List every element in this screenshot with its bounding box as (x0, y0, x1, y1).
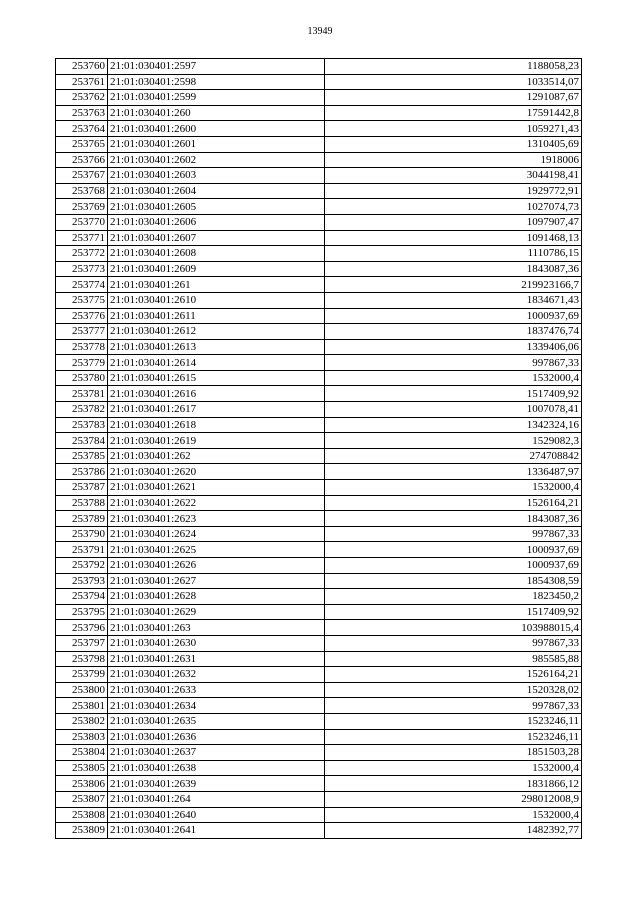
table-row (56, 355, 582, 371)
row-number-cell: 253771 (56, 230, 108, 246)
cadastral-value-cell: 1097907,47 (325, 214, 582, 230)
cadastral-value-cell: 1291087,67 (325, 90, 582, 106)
table-row (56, 448, 582, 464)
cadastral-number-cell: 21:01:030401:2599 (108, 90, 325, 106)
cadastral-value-cell: 1523246,11 (325, 713, 582, 729)
cadastral-number-cell: 21:01:030401:2616 (108, 386, 325, 402)
cadastral-number-cell: 21:01:030401:2636 (108, 729, 325, 745)
cadastral-number-cell: 21:01:030401:2637 (108, 745, 325, 761)
cadastral-number-cell: 21:01:030401:2640 (108, 807, 325, 823)
row-number-cell: 253778 (56, 339, 108, 355)
cadastral-value-cell: 985585,88 (325, 651, 582, 667)
table-row (56, 168, 582, 184)
row-number-cell: 253784 (56, 433, 108, 449)
cadastral-value-cell: 1851503,28 (325, 745, 582, 761)
row-number-cell: 253782 (56, 402, 108, 418)
cadastral-value-cell: 1532000,4 (325, 760, 582, 776)
table-row (56, 698, 582, 714)
cadastral-number-cell: 21:01:030401:2615 (108, 370, 325, 386)
table-row (56, 480, 582, 496)
table-row (56, 713, 582, 729)
table-row (56, 511, 582, 527)
cadastral-value-cell: 997867,33 (325, 355, 582, 371)
cadastral-number-cell: 21:01:030401:2626 (108, 558, 325, 574)
cadastral-number-cell: 21:01:030401:2630 (108, 635, 325, 651)
row-number-cell: 253797 (56, 635, 108, 651)
cadastral-value-cell: 1529082,3 (325, 433, 582, 449)
cadastral-number-cell: 21:01:030401:2600 (108, 121, 325, 137)
table-row (56, 121, 582, 137)
table-row (56, 199, 582, 215)
row-number-cell: 253764 (56, 121, 108, 137)
cadastral-number-cell: 21:01:030401:2624 (108, 526, 325, 542)
table-row (56, 791, 582, 807)
table-row (56, 823, 582, 839)
table-row (56, 230, 582, 246)
cadastral-number-cell: 21:01:030401:2605 (108, 199, 325, 215)
table-row (56, 90, 582, 106)
row-number-cell: 253803 (56, 729, 108, 745)
cadastral-number-cell: 21:01:030401:2604 (108, 183, 325, 199)
row-number-cell: 253795 (56, 604, 108, 620)
row-number-cell: 253804 (56, 745, 108, 761)
table-row (56, 417, 582, 433)
table-row (56, 745, 582, 761)
table-row (56, 59, 582, 75)
cadastral-value-cell: 1000937,69 (325, 542, 582, 558)
row-number-cell: 253793 (56, 573, 108, 589)
row-number-cell: 253790 (56, 526, 108, 542)
row-number-cell: 253786 (56, 464, 108, 480)
row-number-cell: 253768 (56, 183, 108, 199)
cadastral-value-cell: 219923166,7 (325, 277, 582, 293)
cadastral-value-cell: 1837476,74 (325, 324, 582, 340)
row-number-cell: 253785 (56, 448, 108, 464)
cadastral-number-cell: 21:01:030401:2606 (108, 214, 325, 230)
table-row (56, 558, 582, 574)
cadastral-number-cell: 21:01:030401:2607 (108, 230, 325, 246)
cadastral-number-cell: 21:01:030401:262 (108, 448, 325, 464)
table-row (56, 526, 582, 542)
cadastral-number-cell: 21:01:030401:2635 (108, 713, 325, 729)
cadastral-value-cell: 1342324,16 (325, 417, 582, 433)
table-row (56, 807, 582, 823)
cadastral-value-cell: 1310405,69 (325, 136, 582, 152)
cadastral-number-cell: 21:01:030401:2613 (108, 339, 325, 355)
row-number-cell: 253767 (56, 168, 108, 184)
row-number-cell: 253809 (56, 823, 108, 839)
row-number-cell: 253770 (56, 214, 108, 230)
table-row (56, 433, 582, 449)
table-row (56, 246, 582, 262)
cadastral-number-cell: 21:01:030401:2598 (108, 74, 325, 90)
cadastral-value-cell: 1834671,43 (325, 292, 582, 308)
cadastral-number-cell: 21:01:030401:2601 (108, 136, 325, 152)
table-row (56, 542, 582, 558)
row-number-cell: 253773 (56, 261, 108, 277)
table-row (56, 214, 582, 230)
row-number-cell: 253808 (56, 807, 108, 823)
cadastral-number-cell: 21:01:030401:260 (108, 105, 325, 121)
row-number-cell: 253765 (56, 136, 108, 152)
cadastral-value-cell: 1854308,59 (325, 573, 582, 589)
cadastral-value-cell: 17591442,8 (325, 105, 582, 121)
table-body (56, 59, 582, 839)
cadastral-value-cell: 1532000,4 (325, 480, 582, 496)
table-row (56, 261, 582, 277)
cadastral-number-cell: 21:01:030401:2631 (108, 651, 325, 667)
cadastral-value-cell: 298012008,9 (325, 791, 582, 807)
table-row (56, 729, 582, 745)
row-number-cell: 253788 (56, 495, 108, 511)
cadastral-value-cell: 1526164,21 (325, 667, 582, 683)
cadastral-number-cell: 21:01:030401:2618 (108, 417, 325, 433)
row-number-cell: 253772 (56, 246, 108, 262)
row-number-cell: 253799 (56, 667, 108, 683)
table-row (56, 292, 582, 308)
cadastral-value-cell: 1520328,02 (325, 682, 582, 698)
row-number-cell: 253774 (56, 277, 108, 293)
table-row (56, 370, 582, 386)
cadastral-value-cell: 1339406,06 (325, 339, 582, 355)
row-number-cell: 253783 (56, 417, 108, 433)
table-row (56, 682, 582, 698)
cadastral-number-cell: 21:01:030401:2614 (108, 355, 325, 371)
row-number-cell: 253792 (56, 558, 108, 574)
table-row (56, 620, 582, 636)
row-number-cell: 253761 (56, 74, 108, 90)
table-row (56, 573, 582, 589)
table-row (56, 105, 582, 121)
row-number-cell: 253807 (56, 791, 108, 807)
table-row (56, 308, 582, 324)
row-number-cell: 253776 (56, 308, 108, 324)
cadastral-number-cell: 21:01:030401:2641 (108, 823, 325, 839)
table-row (56, 651, 582, 667)
cadastral-value-cell: 1059271,43 (325, 121, 582, 137)
cadastral-number-cell: 21:01:030401:261 (108, 277, 325, 293)
table-row (56, 339, 582, 355)
cadastral-value-cell: 997867,33 (325, 698, 582, 714)
cadastral-value-cell: 1033514,07 (325, 74, 582, 90)
cadastral-number-cell: 21:01:030401:2610 (108, 292, 325, 308)
row-number-cell: 253780 (56, 370, 108, 386)
table-row (56, 386, 582, 402)
cadastral-value-cell: 1523246,11 (325, 729, 582, 745)
cadastral-number-cell: 21:01:030401:2622 (108, 495, 325, 511)
cadastral-value-cell: 997867,33 (325, 635, 582, 651)
cadastral-number-cell: 21:01:030401:2634 (108, 698, 325, 714)
row-number-cell: 253766 (56, 152, 108, 168)
cadastral-number-cell: 21:01:030401:2603 (108, 168, 325, 184)
cadastral-number-cell: 21:01:030401:264 (108, 791, 325, 807)
cadastral-value-cell: 1027074,73 (325, 199, 582, 215)
cadastral-number-cell: 21:01:030401:2633 (108, 682, 325, 698)
cadastral-value-cell: 997867,33 (325, 526, 582, 542)
table-row (56, 183, 582, 199)
row-number-cell: 253781 (56, 386, 108, 402)
cadastral-value-cell: 1000937,69 (325, 308, 582, 324)
row-number-cell: 253775 (56, 292, 108, 308)
cadastral-number-cell: 21:01:030401:2597 (108, 59, 325, 75)
row-number-cell: 253801 (56, 698, 108, 714)
cadastral-value-cell: 1000937,69 (325, 558, 582, 574)
row-number-cell: 253794 (56, 589, 108, 605)
cadastral-number-cell: 21:01:030401:2620 (108, 464, 325, 480)
cadastral-value-cell: 1517409,92 (325, 386, 582, 402)
cadastral-value-table (55, 58, 582, 839)
table-row (56, 402, 582, 418)
cadastral-number-cell: 21:01:030401:2632 (108, 667, 325, 683)
table-row (56, 152, 582, 168)
cadastral-number-cell: 21:01:030401:2621 (108, 480, 325, 496)
row-number-cell: 253796 (56, 620, 108, 636)
row-number-cell: 253791 (56, 542, 108, 558)
cadastral-number-cell: 21:01:030401:263 (108, 620, 325, 636)
table-row (56, 74, 582, 90)
cadastral-value-cell: 1482392,77 (325, 823, 582, 839)
cadastral-number-cell: 21:01:030401:2627 (108, 573, 325, 589)
row-number-cell: 253787 (56, 480, 108, 496)
cadastral-value-cell: 1843087,36 (325, 511, 582, 527)
row-number-cell: 253769 (56, 199, 108, 215)
table-row (56, 776, 582, 792)
row-number-cell: 253779 (56, 355, 108, 371)
cadastral-value-cell: 1823450,2 (325, 589, 582, 605)
table-row (56, 136, 582, 152)
table-row (56, 604, 582, 620)
cadastral-value-cell: 1517409,92 (325, 604, 582, 620)
cadastral-value-cell: 1532000,4 (325, 807, 582, 823)
table-row (56, 277, 582, 293)
cadastral-value-cell: 1526164,21 (325, 495, 582, 511)
row-number-cell: 253762 (56, 90, 108, 106)
cadastral-value-cell: 103988015,4 (325, 620, 582, 636)
cadastral-number-cell: 21:01:030401:2628 (108, 589, 325, 605)
cadastral-value-cell: 1532000,4 (325, 370, 582, 386)
cadastral-value-cell: 3044198,41 (325, 168, 582, 184)
cadastral-number-cell: 21:01:030401:2612 (108, 324, 325, 340)
row-number-cell: 253760 (56, 59, 108, 75)
cadastral-value-cell: 1831866,12 (325, 776, 582, 792)
table-row (56, 667, 582, 683)
cadastral-number-cell: 21:01:030401:2617 (108, 402, 325, 418)
cadastral-number-cell: 21:01:030401:2611 (108, 308, 325, 324)
row-number-cell: 253802 (56, 713, 108, 729)
cadastral-number-cell: 21:01:030401:2608 (108, 246, 325, 262)
cadastral-value-cell: 1843087,36 (325, 261, 582, 277)
table-row (56, 464, 582, 480)
cadastral-number-cell: 21:01:030401:2625 (108, 542, 325, 558)
cadastral-number-cell: 21:01:030401:2619 (108, 433, 325, 449)
cadastral-number-cell: 21:01:030401:2602 (108, 152, 325, 168)
cadastral-number-cell: 21:01:030401:2629 (108, 604, 325, 620)
table-row (56, 760, 582, 776)
table-row (56, 324, 582, 340)
row-number-cell: 253777 (56, 324, 108, 340)
row-number-cell: 253798 (56, 651, 108, 667)
cadastral-number-cell: 21:01:030401:2609 (108, 261, 325, 277)
cadastral-number-cell: 21:01:030401:2623 (108, 511, 325, 527)
row-number-cell: 253800 (56, 682, 108, 698)
page-number: 13949 (307, 26, 333, 37)
cadastral-value-cell: 1336487,97 (325, 464, 582, 480)
cadastral-value-cell: 1110786,15 (325, 246, 582, 262)
cadastral-number-cell: 21:01:030401:2639 (108, 776, 325, 792)
cadastral-value-cell: 274708842 (325, 448, 582, 464)
cadastral-value-cell: 1188058,23 (325, 59, 582, 75)
cadastral-value-cell: 1091468,13 (325, 230, 582, 246)
cadastral-value-cell: 1918006 (325, 152, 582, 168)
table-row (56, 495, 582, 511)
row-number-cell: 253789 (56, 511, 108, 527)
row-number-cell: 253805 (56, 760, 108, 776)
row-number-cell: 253763 (56, 105, 108, 121)
cadastral-value-cell: 1929772,91 (325, 183, 582, 199)
table-row (56, 635, 582, 651)
row-number-cell: 253806 (56, 776, 108, 792)
table-row (56, 589, 582, 605)
cadastral-number-cell: 21:01:030401:2638 (108, 760, 325, 776)
cadastral-value-cell: 1007078,41 (325, 402, 582, 418)
